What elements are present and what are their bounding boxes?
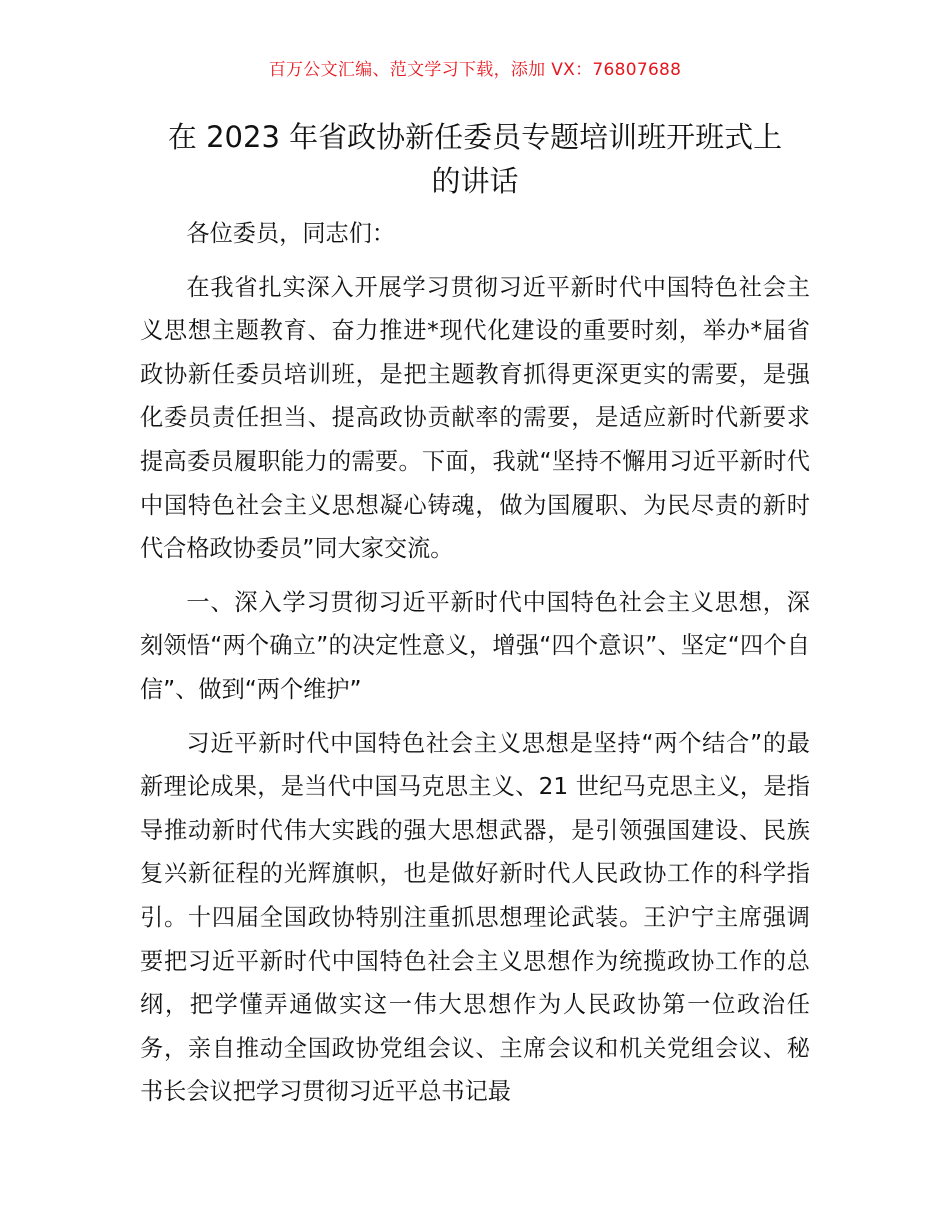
title-line-1: 在 2023 年省政协新任委员专题培训班开班式上 xyxy=(167,120,783,154)
section-heading-1: 一、深入学习贯彻习近平新时代中国特色社会主义思想，深刻领悟“两个确立”的决定性意义，增强“四个意识”、坚定“四个自信”、做到“两个维护” xyxy=(140,588,810,703)
document-title xyxy=(140,115,810,203)
paragraph-intro: 在我省扎实深入开展学习贯彻习近平新时代中国特色社会主义思想主题教育、奋力推进*现代化建设的重要时刻，举办*届省政协新任委员培训班，是把主题教育抓得更深更实的需要，是强化委员责任担当、提高政协贡献率的需要，是适应新时代新要求提高委员履职能力的需要。下面，我就“坚持不懈用习近平新时代中国特色社会主义思想凝心铸魂，做为国履职、为民尽责的新时代合格政协委员”同大家交流。 xyxy=(140,273,810,563)
paragraph-section-1: 习近平新时代中国特色社会主义思想是坚持“两个结合”的最新理论成果，是当代中国马克思主义、21 世纪马克思主义，是指导推动新时代伟大实践的强大思想武器，是引领强国建设、民族复兴新征程的光辉旗帜，也是做好新时代人民政协工作的科学指引。十四届全国政协特别注重抓思想理论武装。王沪宁主席强调要把习近平新时代中国特色社会主义思想作为统揽政协工作的总纲，把学懂弄通做实这一伟大思想作为人民政协第一位政治任务，亲自推动全国政协党组会议、主席会议和机关党组会议、秘书长会议把学习贯彻习近平总书记最 xyxy=(140,729,810,1106)
watermark-header: 百万公文汇编、范文学习下载，添加 VX：76807688 xyxy=(268,60,682,80)
salutation: 各位委员，同志们： xyxy=(186,220,396,247)
title-line-2: 的讲话 xyxy=(431,164,519,198)
document-body xyxy=(140,212,810,1114)
